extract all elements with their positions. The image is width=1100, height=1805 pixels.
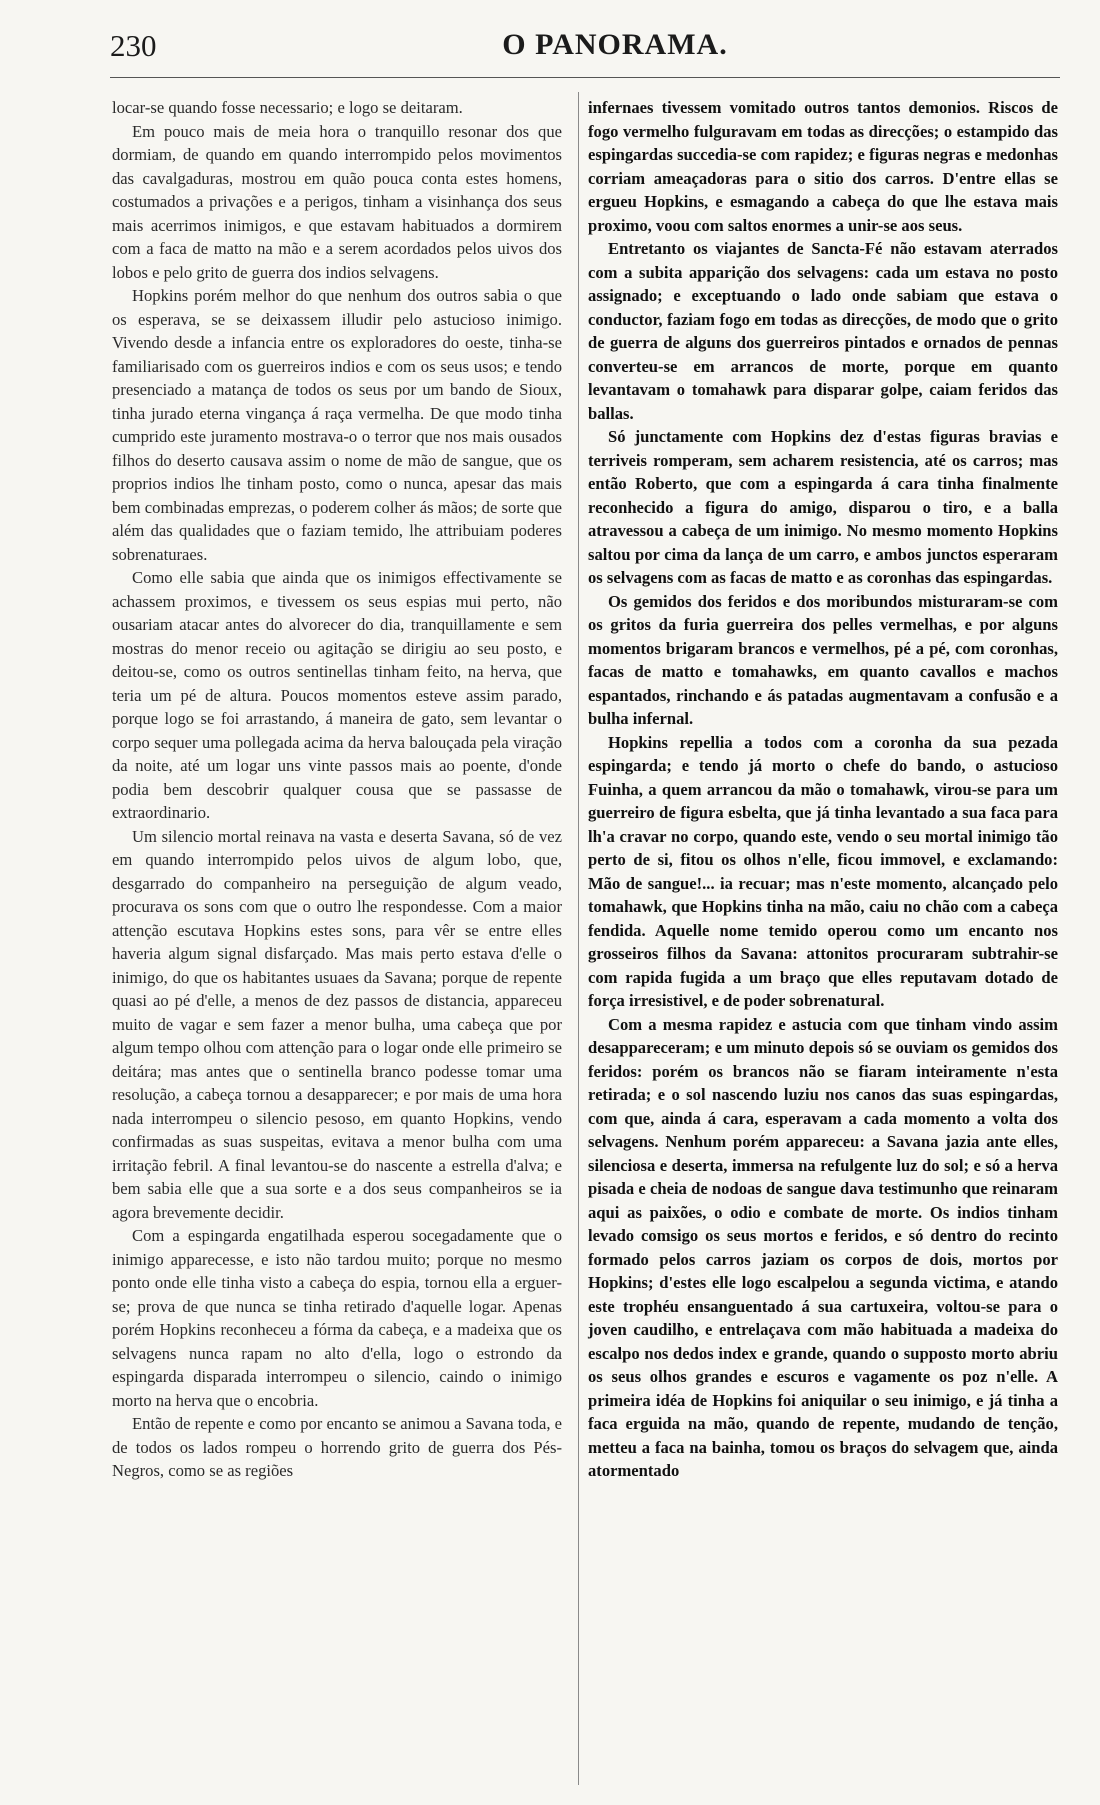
paragraph: Hopkins repellia a todos com a coronha da sua pezada espingarda; e tendo já morto o chefe do bando, o astucioso Fuinha, a quem arrancou da mão o tomahawk, virou-se para um guerreiro de figura esbelta, que já tinha levantado a sua faca para lh'a cravar no corpo, quando este, vendo o seu mortal inimigo tão perto de si, fitou os olhos n'elle, ficou immovel, e exclamando: Mão de sangue!... ia recuar; mas n'este momento, alcançado pelo tomahawk, que Hopkins tinha na mão, caiu no chão com a cabeça fendida. Aquelle nome temido operou como um encanto nos grosseiros filhos da Savana: attonitos procuraram subtrahir-se com rapida fugida a um braço que elles reputavam dotado de força irresistivel, e de poder sobrenatural.	[588, 732, 1058, 1010]
header-rule	[110, 77, 1060, 78]
paragraph: Hopkins porém melhor do que nenhum dos outros sabia o que os esperava, se se deixassem illudir pelo astucioso inimigo. Vivendo desde a infancia entre os exploradores do oeste, tinha-se familiarisado com os guerreiros indios e com os seus usos; e tendo presenciado a matança de todos os seus por um bando de Sioux, tinha jurado eterna vingança á raça vermelha. De que modo tinha cumprido este juramento mostrava-o o terror que nos mais ousados filhos do deserto causava assim o nome de mão de sangue, que os proprios indios lhe tinham posto, como o nunca, apesar das mais bem combinadas emprezas, o poderem colher ás mãos; de sorte que além das qualidades que o faziam temido, lhe attribuiam poderes sobrenaturaes.	[112, 286, 562, 564]
paragraph: Então de repente e como por encanto se animou a Savana toda, e de todos os lados rompeu o horrendo grito de guerra dos Pés-Negros, como se as regiões	[112, 1414, 562, 1480]
paragraph: Os gemidos dos feridos e dos moribundos misturaram-se com os gritos da furia guerreira dos pelles vermelhas, e por alguns momentos brigaram brancos e vermelhos, pé a pé, com coronhas, facas de matto e tomahawks, em quanto cavallos e machos espantados, rinchando e ás patadas augmentavam a confusão e a bulha infernal.	[588, 591, 1058, 728]
right-column	[588, 96, 1058, 1483]
left-column	[112, 96, 562, 1483]
running-title: O PANORAMA.	[502, 28, 728, 61]
paragraph: Um silencio mortal reinava na vasta e deserta Savana, só de vez em quando interrompido pelos uivos de algum lobo, que, desgarrado do companheiro na perseguição de algum veado, procurava os sons com que o outro lhe respondesse. Com a maior attenção escutava Hopkins estes sons, para vêr se entre elles haveria algum signal disfarçado. Mas mais perto estava d'elle o inimigo, do que os habitantes usuaes da Savana; porque de repente quasi ao pé d'elle, a menos de dez passos de distancia, appareceu muito de vagar e sem fazer a menor bulha, uma cabeça que por algum tempo olhou com attenção para o logar onde elle primeiro se deitára; mas antes que o sentinella branco podesse tomar uma resolução, a cabeça tornou a desapparecer; e por mais de uma hora nada interrompeu o silencio pesoso, em quanto Hopkins, vendo confirmadas as suas suspeitas, evitava a menor bulha com uma irritação febril. A final levantou-se do nascente a estrella d'alva; e bem sabia elle que a sua sorte e a dos seus companheiros se ia agora brevemente decidir.	[112, 826, 562, 1222]
paragraph: Entretanto os viajantes de Sancta-Fé não estavam aterrados com a subita apparição dos selvagens: cada um estava no posto assignado; e exceptuando o lado onde sabiam que estava o conductor, faziam fogo em todas as direcções, de modo que o grito de guerra de alguns dos guerreiros pintados e ornados de pennas converteu-se em arrancos de morte, porque em quanto levantavam o tomahawk para disparar golpe, caiam feridos das ballas.	[588, 239, 1058, 423]
paragraph: locar-se quando fosse necessario; e logo se deitaram.	[112, 98, 463, 117]
paragraph: Em pouco mais de meia hora o tranquillo resonar dos que dormiam, de quando em quando interrompido pelos movimentos das cavalgaduras, mostrou em quão pouca conta estes homens, costumados a privações e a perigos, tinham a visinhança dos seus mais acerrimos inimigos, e que estavam habituados a dormirem com a faca de matto na mão e a serem acordados pelos uivos dos lobos e pelo grito de guerra dos indios selvagens.	[112, 121, 562, 282]
page-header	[110, 22, 1060, 72]
paragraph: Com a mesma rapidez e astucia com que tinham vindo assim desappareceram; e um minuto depois só se ouviam os gemidos dos feridos: porém os brancos não se fiaram inteiramente n'esta retirada; e o sol nascendo luziu nos canos das suas espingardas, com que, ainda á cara, esperavam a cada momento a volta dos selvagens. Nenhum porém appareceu: a Savana jazia ante elles, silenciosa e deserta, immersa na refulgente luz do sol; e só a herva pisada e cheia de nodoas de sangue dava testimunho que reinaram aqui as paixões, o odio e combate de morte. Os indios tinham levado comsigo os seus mortos e feridos, e só dentro do recinto formado pelos carros jaziam os corpos de dois, mortos por Hopkins; d'estes elle logo escalpelou a segunda victima, e atando este trophéu ensanguentado á sua cartuxeira, voltou-se para o joven caudilho, e entrelaçava com mão habituada a madeixa do escalpo nos dedos index e grande, quando o supposto morto abriu os seus olhos grandes e escuros e vagamente os poz n'elle. A primeira idéa de Hopkins foi aniquilar o seu inimigo, e já tinha a faca erguida na mão, quando de repente, mudando de tenção, metteu a faca na bainha, tomou os braços do selvagem que, ainda atormentado	[588, 1014, 1058, 1480]
paragraph: Só junctamente com Hopkins dez d'estas figuras bravias e terriveis romperam, sem acharem resistencia, até os carros; mas então Roberto, que com a espingarda á cara tinha finalmente reconhecido a figura do amigo, disparou o tiro, e a balla atravessou a cabeça de um inimigo. No mesmo momento Hopkins saltou por cima da lança de um carro, e ambos junctos esperaram os selvagens com as facas de matto e as coronhas das espingardas.	[588, 427, 1058, 587]
column-divider	[578, 92, 579, 1785]
paragraph: infernaes tivessem vomitado outros tantos demonios. Riscos de fogo vermelho fulguravam em todas as direcções; o estampido das espingardas succedia-se com rapidez; e figuras negras e medonhas corriam ameaçadoras para o sitio dos carros. D'entre ellas se ergueu Hopkins, e esmagando a cabeça do que lhe estava mais proximo, voou com saltos enormes a unir-se aos seus.	[588, 98, 1058, 235]
page-number: 230	[110, 28, 157, 63]
paragraph: Como elle sabia que ainda que os inimigos effectivamente se achassem proximos, e tivessem os seus espias mui perto, não ousariam atacar antes do alvorecer do dia, tranquillamente e sem mostras do menor receio ou agitação se dirigiu ao seu posto, e deitou-se, como os outros sentinellas tinham feito, na herva, que teria um pé de altura. Poucos momentos esteve assim parado, porque logo se foi arrastando, á maneira de gato, sem levantar o corpo sequer uma pollegada acima da herva balouçada pela viração da noite, até um logar uns vinte passos mais ao poente, d'onde podia bem descobrir qualquer cousa que se passasse de extraordinario.	[112, 568, 562, 822]
paragraph: Com a espingarda engatilhada esperou socegadamente que o inimigo apparecesse, e isto não tardou muito; porque no mesmo ponto onde elle tinha visto a cabeça do espia, tornou ella a erguer-se; prova de que nunca se tinha retirado d'aquelle logar. Apenas porém Hopkins reconheceu a fórma da cabeça, e a madeixa que os selvagens nunca rapam no alto d'ella, logo o estrondo da espingarda disparada interrompeu o silencio, caindo o inimigo morto na herva que o encobria.	[112, 1226, 562, 1410]
